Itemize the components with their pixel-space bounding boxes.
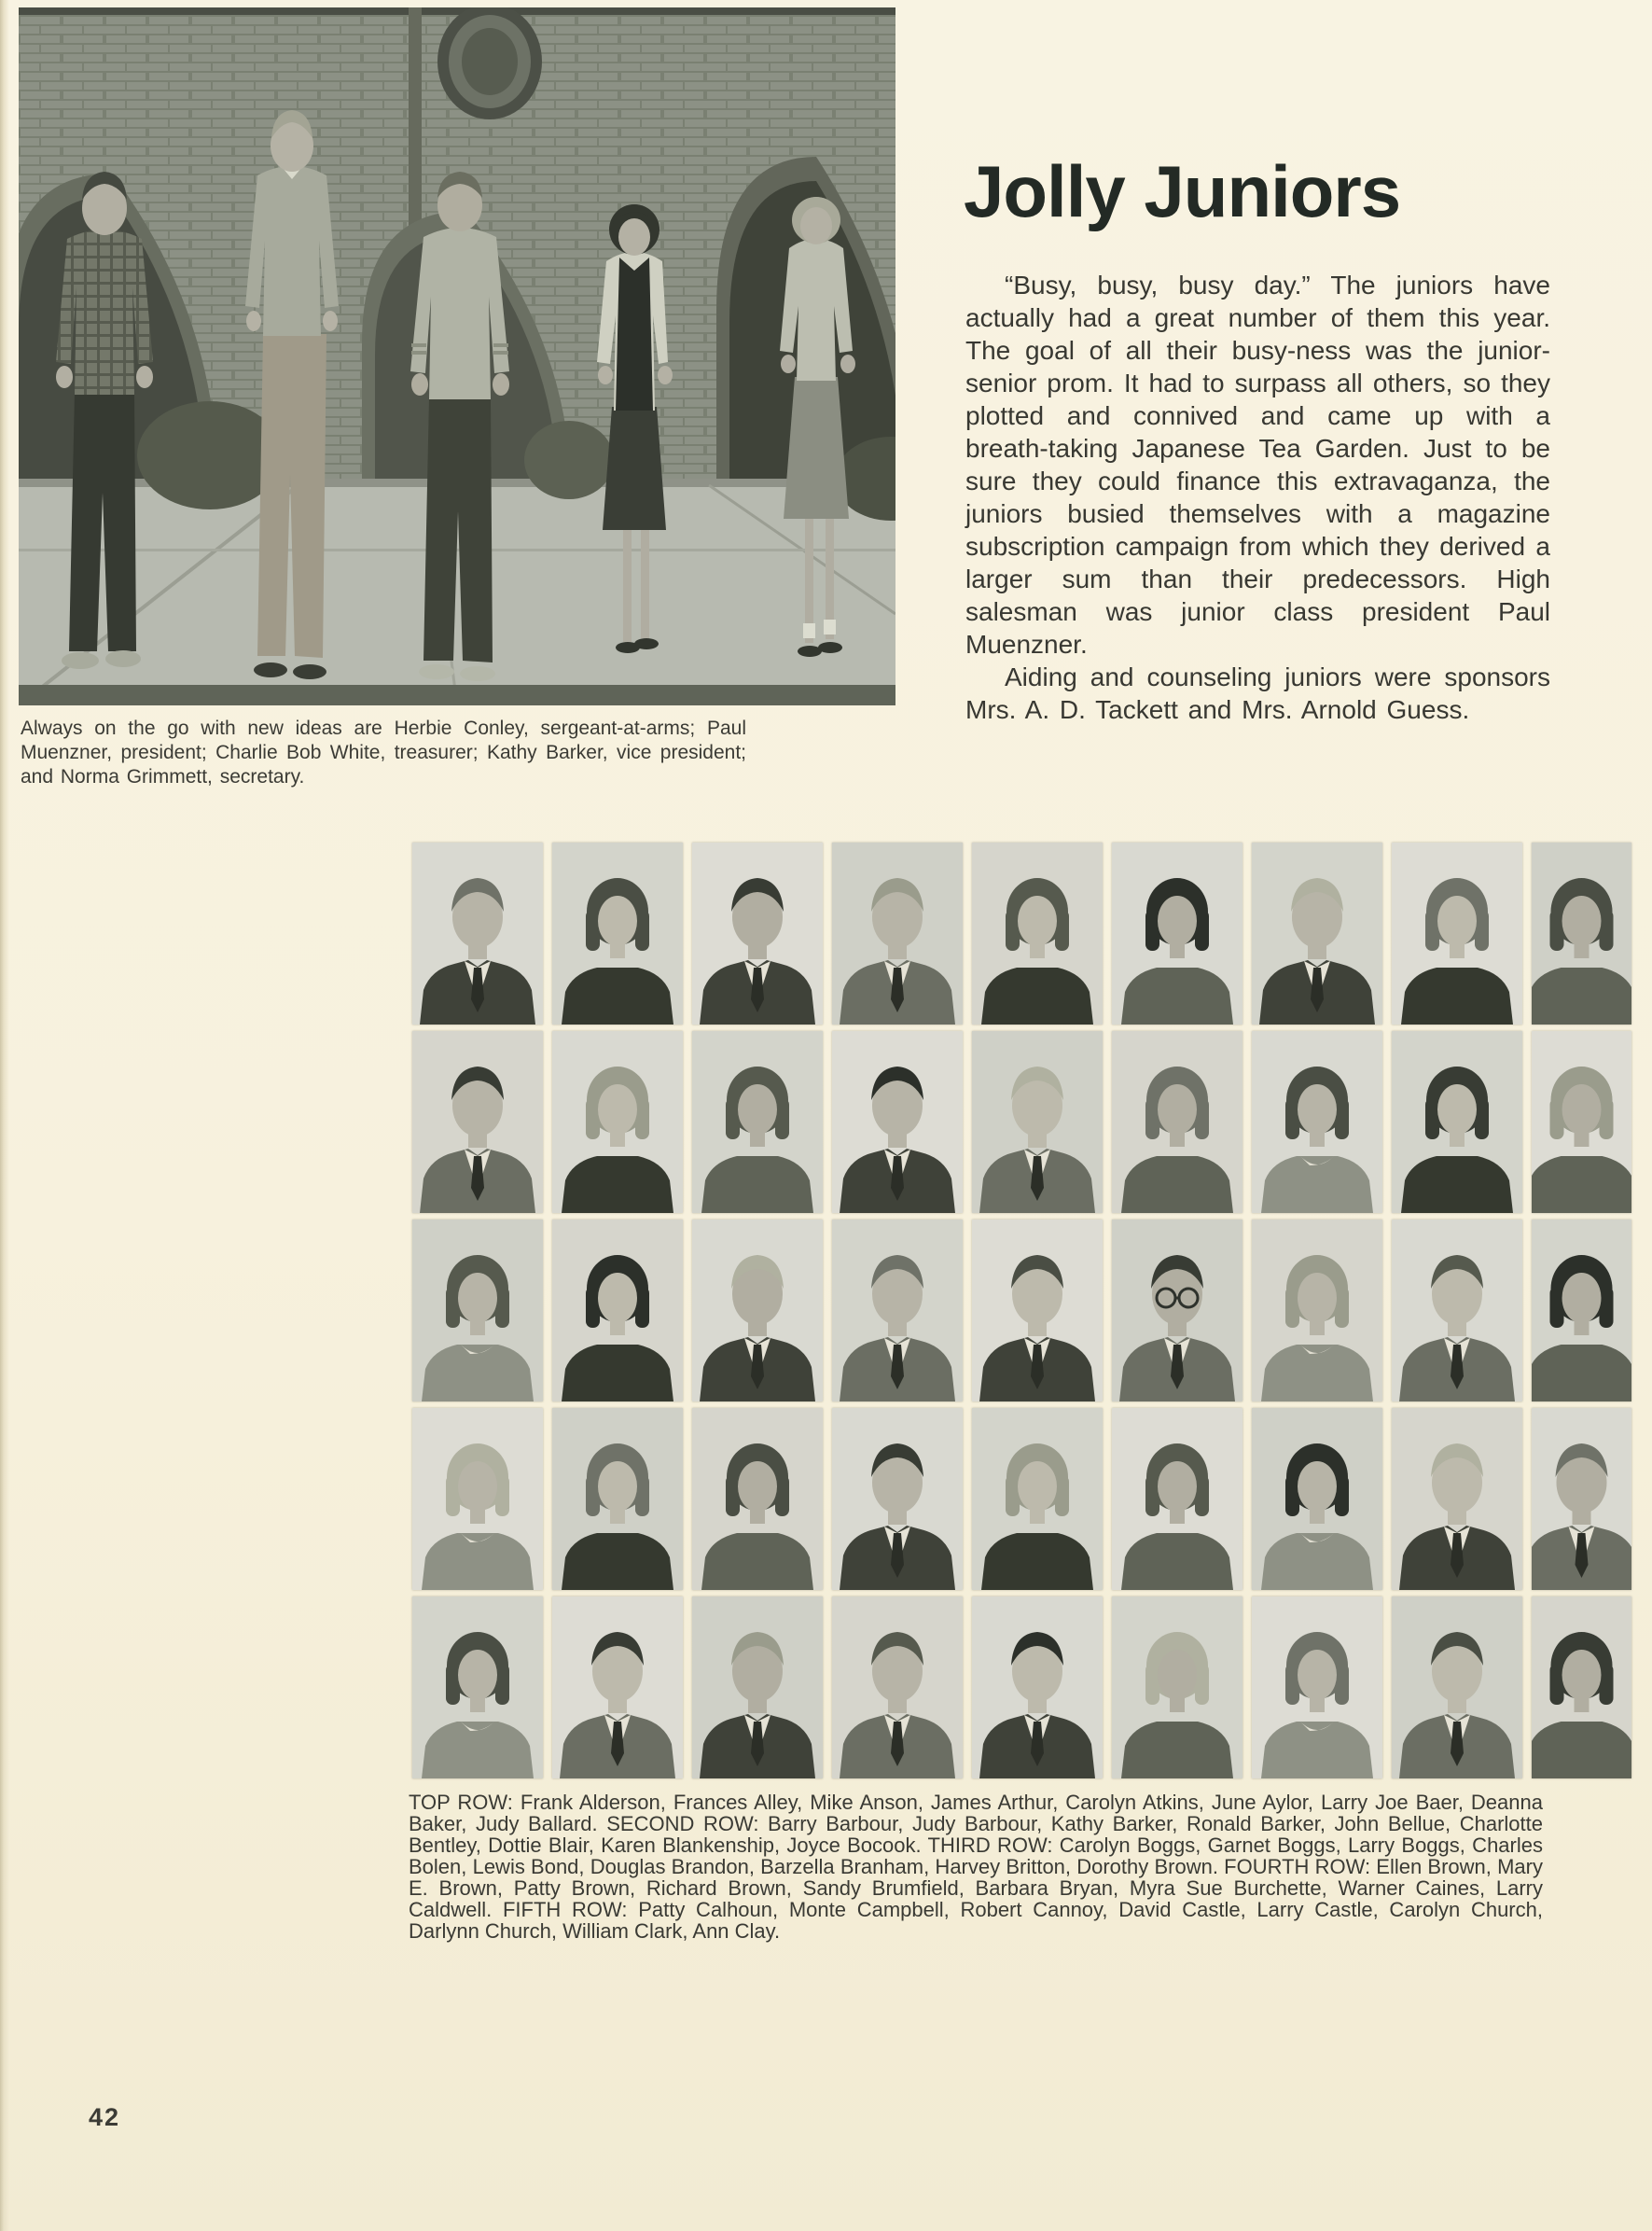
portrait-carolyn-boggs bbox=[412, 1220, 543, 1401]
portrait-richard-brown bbox=[832, 1408, 963, 1590]
portrait-barzella-branham bbox=[1252, 1220, 1382, 1401]
portrait-garnet-boggs bbox=[552, 1220, 683, 1401]
portrait-judy-barbour bbox=[552, 1031, 683, 1213]
portrait-douglas-brandon bbox=[1112, 1220, 1242, 1401]
portrait-charles-bolen bbox=[832, 1220, 963, 1401]
portrait-larry-caldwell bbox=[1532, 1408, 1631, 1590]
portrait-larry-boggs bbox=[692, 1220, 823, 1401]
portrait-david-castle bbox=[832, 1597, 963, 1778]
group-photo-illustration bbox=[19, 7, 895, 705]
portrait-larry-joe-baer bbox=[1252, 843, 1382, 1025]
oval-plaque bbox=[437, 7, 542, 119]
portrait-grid-caption: TOP ROW: Frank Alderson, Frances Alley, Mike Anson, James Arthur, Carolyn Atkins, June Aylor, Larry Joe Baer, Deanna Baker, Judy Ballard. SECOND ROW: Barry Barbour, Judy Barbour, Kathy Barker, Ronald Barker, John Bellue, Charlotte Bentley, Dottie Blair, Karen Blankenship, Joyce Bocook. THIRD ROW: Carolyn Boggs, Garnet Boggs, Larry Boggs, Charles Bolen, Lewis Bond, Douglas Brandon, Barzella Branham, Harvey Britton, Dorothy Brown. FOURTH ROW: Ellen Brown, Mary E. Brown, Patty Brown, Richard Brown, Sandy Brumfield, Barbara Bryan, Myra Sue Burchette, Warner Caines, Larry Caldwell. FIFTH ROW: Patty Calhoun, Monte Campbell, Robert Cannoy, David Castle, Larry Castle, Carolyn Church, Darlynn Church, William Clark, Ann Clay. bbox=[409, 1791, 1543, 1943]
article-paragraph-1: “Busy, busy, busy day.” The juniors have actually had a great number of them this year. The goal of all their busy-ness was the junior-senior prom. It had to surpass all others, so they plotted and connived and came up with a breath-taking Japanese Tea Garden. Just to be sure they could finance this extravaganza, the juniors busied themselves with a magazine subscription campaign from which they derived a larger sum than their predecessors. High salesman was junior class president Paul Muenzner. bbox=[965, 271, 1550, 659]
lead-photo-caption: Always on the go with new ideas are Herbie Conley, sergeant-at-arms; Paul Muenzner, president; Charlie Bob White, treasurer; Kathy Barker, vice president; and Norma Grimmett, secretary. bbox=[21, 718, 746, 788]
portrait-carolyn-atkins bbox=[972, 843, 1103, 1025]
page-edge-shadow bbox=[0, 0, 9, 2231]
portrait-barbara-bryan bbox=[1112, 1408, 1242, 1590]
portrait-william-clark bbox=[1392, 1597, 1522, 1778]
portrait-ellen-brown bbox=[412, 1408, 543, 1590]
portrait-deanna-baker bbox=[1392, 843, 1522, 1025]
portrait-harvey-britton bbox=[1392, 1220, 1522, 1401]
portrait-karen-blankenship bbox=[1392, 1031, 1522, 1213]
portrait-frances-alley bbox=[552, 843, 683, 1025]
portrait-myra-sue-burchette bbox=[1252, 1408, 1382, 1590]
portrait-darlynn-church bbox=[1252, 1597, 1382, 1778]
portrait-john-bellue bbox=[972, 1031, 1103, 1213]
portrait-carolyn-church bbox=[1112, 1597, 1242, 1778]
article-body bbox=[965, 269, 1550, 726]
bush bbox=[524, 421, 614, 499]
portrait-judy-ballard bbox=[1532, 843, 1631, 1025]
portrait-james-arthur bbox=[832, 843, 963, 1025]
portrait-barry-barbour bbox=[412, 1031, 543, 1213]
portrait-dorothy-brown bbox=[1532, 1220, 1631, 1401]
portrait-robert-cannoy bbox=[692, 1597, 823, 1778]
portrait-mike-anson bbox=[692, 843, 823, 1025]
page-title: Jolly Juniors bbox=[964, 150, 1401, 232]
portrait-patty-calhoun bbox=[412, 1597, 543, 1778]
portrait-june-aylor bbox=[1112, 843, 1242, 1025]
portrait-frank-alderson bbox=[412, 843, 543, 1025]
portrait-patty-brown bbox=[692, 1408, 823, 1590]
portrait-joyce-bocook bbox=[1532, 1031, 1631, 1213]
portrait-monte-campbell bbox=[552, 1597, 683, 1778]
article-paragraph-2: Aiding and counseling juniors were sponsors Mrs. A. D. Tackett and Mrs. Arnold Guess. bbox=[965, 662, 1550, 724]
portrait-mary-e-brown bbox=[552, 1408, 683, 1590]
portrait-warner-caines bbox=[1392, 1408, 1522, 1590]
lead-photo bbox=[19, 7, 895, 705]
portrait-grid bbox=[412, 843, 1631, 1778]
portrait-ann-clay bbox=[1532, 1597, 1631, 1778]
portrait-ronald-barker bbox=[832, 1031, 963, 1213]
page-number: 42 bbox=[89, 2103, 121, 2131]
portrait-larry-castle bbox=[972, 1597, 1103, 1778]
portrait-lewis-bond bbox=[972, 1220, 1103, 1401]
portrait-sandy-brumfield bbox=[972, 1408, 1103, 1590]
portrait-charlotte-bentley bbox=[1112, 1031, 1242, 1213]
portrait-dottie-blair bbox=[1252, 1031, 1382, 1213]
portrait-kathy-barker bbox=[692, 1031, 823, 1213]
